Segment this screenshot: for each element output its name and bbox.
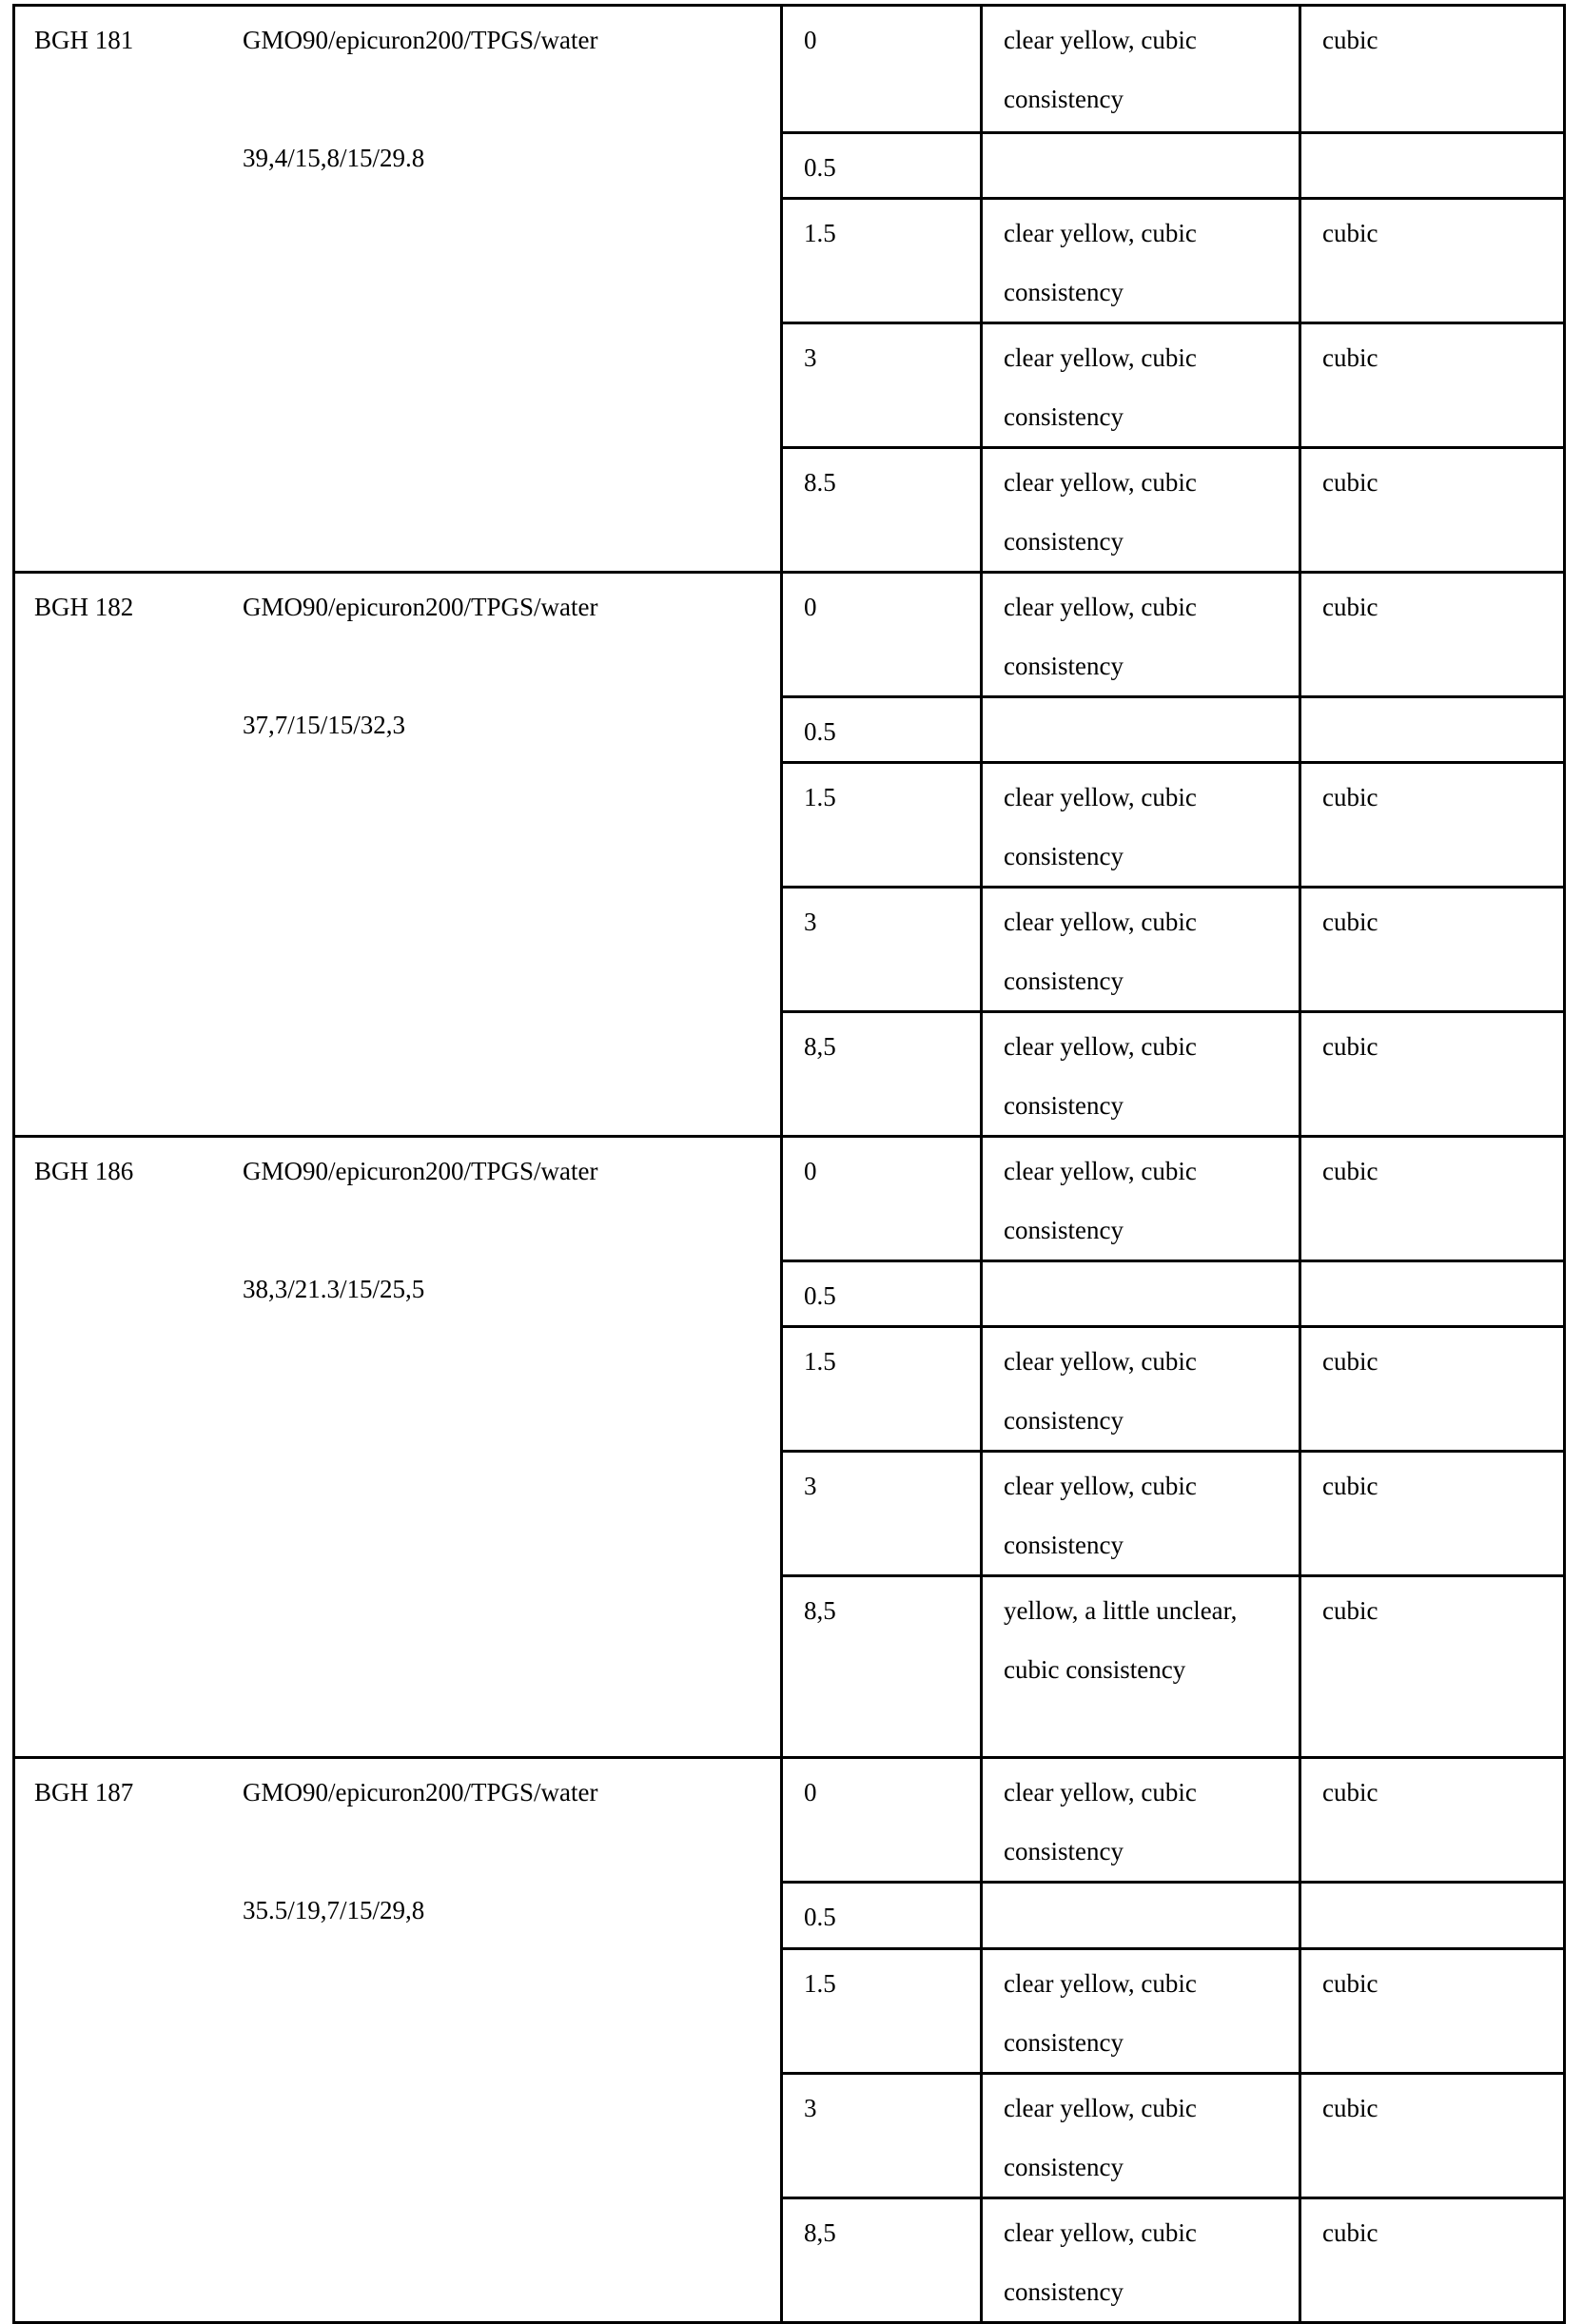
appearance-cell-text: clear yellow, cubic consistency	[1004, 453, 1289, 571]
time-cell	[782, 1012, 982, 1137]
time-cell-text: 8,5	[804, 1017, 970, 1076]
time-cell	[782, 2074, 982, 2198]
appearance-cell-text: clear yellow, cubic consistency	[1004, 768, 1289, 886]
phase-cell	[1300, 1261, 1565, 1327]
phase-cell	[1300, 1758, 1565, 1883]
phase-cell	[1300, 1883, 1565, 1949]
appearance-cell	[982, 1261, 1300, 1327]
composition-text: GMO90/epicuron200/TPGS/water	[243, 1763, 771, 1822]
phase-cell-text: cubic	[1322, 577, 1554, 636]
time-cell-text: 0.5	[804, 702, 970, 761]
appearance-cell-text: clear yellow, cubic consistency	[1004, 2203, 1289, 2321]
phase-cell	[1300, 1949, 1565, 2074]
appearance-cell-text: clear yellow, cubic consistency	[1004, 328, 1289, 446]
phase-cell-text: cubic	[1322, 1763, 1554, 1822]
appearance-cell	[982, 199, 1300, 323]
phase-cell	[1300, 888, 1565, 1012]
time-cell-text: 0	[804, 1142, 970, 1201]
sample-id-text: BGH 182	[34, 577, 229, 636]
appearance-cell-text: clear yellow, cubic consistency	[1004, 10, 1289, 128]
appearance-cell-text: clear yellow, cubic consistency	[1004, 204, 1289, 322]
table-body	[14, 6, 1565, 2323]
time-cell	[782, 573, 982, 697]
time-cell	[782, 888, 982, 1012]
sample-id	[14, 573, 240, 1137]
appearance-cell	[982, 1949, 1300, 2074]
appearance-cell	[982, 888, 1300, 1012]
phase-cell-text: cubic	[1322, 1332, 1554, 1391]
phase-cell-text: cubic	[1322, 1142, 1554, 1201]
time-cell-text: 3	[804, 892, 970, 951]
phase-cell	[1300, 133, 1565, 199]
sample-id	[14, 1758, 240, 2323]
composition-ratio: 38,3/21.3/15/25,5	[243, 1260, 771, 1318]
composition	[239, 6, 782, 573]
time-cell-text: 8,5	[804, 1581, 970, 1640]
time-cell	[782, 1137, 982, 1261]
phase-cell	[1300, 2074, 1565, 2198]
sample-id	[14, 1137, 240, 1758]
time-cell	[782, 323, 982, 448]
phase-cell-text: cubic	[1322, 453, 1554, 512]
appearance-cell	[982, 1576, 1300, 1758]
time-cell-text: 1.5	[804, 1332, 970, 1391]
appearance-cell	[982, 2198, 1300, 2323]
phase-cell-text: cubic	[1322, 328, 1554, 387]
phase-cell-text: cubic	[1322, 2203, 1554, 2262]
composition-ratio: 37,7/15/15/32,3	[243, 695, 771, 754]
phase-cell	[1300, 1452, 1565, 1576]
appearance-cell-text: clear yellow, cubic consistency	[1004, 1763, 1289, 1881]
appearance-cell	[982, 2074, 1300, 2198]
time-cell-text: 1.5	[804, 768, 970, 827]
time-cell-text: 3	[804, 2079, 970, 2138]
time-cell	[782, 1452, 982, 1576]
time-cell-text: 0.5	[804, 1266, 970, 1325]
appearance-cell	[982, 323, 1300, 448]
phase-cell	[1300, 573, 1565, 697]
composition-text: GMO90/epicuron200/TPGS/water	[243, 10, 771, 69]
appearance-cell	[982, 1137, 1300, 1261]
time-cell-text: 0	[804, 1763, 970, 1822]
phase-cell-text: cubic	[1322, 204, 1554, 263]
phase-cell	[1300, 1576, 1565, 1758]
time-cell	[782, 133, 982, 199]
time-cell	[782, 6, 982, 133]
appearance-cell	[982, 1012, 1300, 1137]
composition-text: GMO90/epicuron200/TPGS/water	[243, 1142, 771, 1201]
phase-cell-text: cubic	[1322, 10, 1554, 69]
appearance-cell-text: clear yellow, cubic consistency	[1004, 892, 1289, 1010]
phase-cell	[1300, 1137, 1565, 1261]
sample-id	[14, 6, 240, 573]
time-cell	[782, 448, 982, 573]
time-cell-text: 8,5	[804, 2203, 970, 2262]
time-cell	[782, 1576, 982, 1758]
phase-cell	[1300, 448, 1565, 573]
phase-cell	[1300, 697, 1565, 763]
sample-id-text: BGH 187	[34, 1763, 229, 1822]
sample-id-text: BGH 186	[34, 1142, 229, 1201]
phase-cell	[1300, 199, 1565, 323]
phase-cell	[1300, 1327, 1565, 1452]
phase-cell-text: cubic	[1322, 768, 1554, 827]
appearance-cell	[982, 1327, 1300, 1452]
time-cell-text: 0.5	[804, 138, 970, 197]
appearance-cell-text: clear yellow, cubic consistency	[1004, 577, 1289, 695]
composition-ratio: 39,4/15,8/15/29.8	[243, 128, 771, 187]
time-cell-text: 0	[804, 577, 970, 636]
appearance-cell-text: clear yellow, cubic consistency	[1004, 1954, 1289, 2072]
phase-cell	[1300, 323, 1565, 448]
time-cell-text: 1.5	[804, 1954, 970, 2013]
appearance-cell	[982, 1883, 1300, 1949]
composition	[239, 1137, 782, 1758]
phase-cell	[1300, 1012, 1565, 1137]
appearance-cell	[982, 1452, 1300, 1576]
table-row	[14, 6, 1565, 133]
phase-cell-text: cubic	[1322, 1017, 1554, 1076]
time-cell	[782, 2198, 982, 2323]
phase-cell	[1300, 6, 1565, 133]
appearance-cell-text: clear yellow, cubic consistency	[1004, 1456, 1289, 1574]
appearance-cell-text: clear yellow, cubic consistency	[1004, 1142, 1289, 1260]
appearance-cell	[982, 1758, 1300, 1883]
composition	[239, 1758, 782, 2323]
time-cell-text: 0	[804, 10, 970, 69]
composition	[239, 573, 782, 1137]
phase-cell	[1300, 763, 1565, 888]
appearance-cell	[982, 448, 1300, 573]
time-cell-text: 0.5	[804, 1887, 970, 1946]
appearance-cell	[982, 697, 1300, 763]
appearance-cell-text: yellow, a little unclear, cubic consistency	[1004, 1581, 1289, 1699]
time-cell	[782, 1949, 982, 2074]
phase-cell-text: cubic	[1322, 1581, 1554, 1640]
time-cell	[782, 1261, 982, 1327]
table-row	[14, 573, 1565, 697]
sample-id-text: BGH 181	[34, 10, 229, 69]
table-row	[14, 1137, 1565, 1261]
time-cell-text: 8.5	[804, 453, 970, 512]
time-cell	[782, 1883, 982, 1949]
phase-cell	[1300, 2198, 1565, 2323]
time-cell	[782, 1327, 982, 1452]
time-cell-text: 3	[804, 1456, 970, 1515]
appearance-cell-text: clear yellow, cubic consistency	[1004, 1332, 1289, 1450]
phase-cell-text: cubic	[1322, 2079, 1554, 2138]
composition-text: GMO90/epicuron200/TPGS/water	[243, 577, 771, 636]
time-cell-text: 3	[804, 328, 970, 387]
appearance-cell	[982, 6, 1300, 133]
time-cell	[782, 697, 982, 763]
composition-ratio: 35.5/19,7/15/29,8	[243, 1881, 771, 1940]
phase-cell-text: cubic	[1322, 892, 1554, 951]
table-row	[14, 1758, 1565, 1883]
appearance-cell	[982, 133, 1300, 199]
time-cell	[782, 763, 982, 888]
time-cell-text: 1.5	[804, 204, 970, 263]
phase-cell-text: cubic	[1322, 1456, 1554, 1515]
phase-cell-text: cubic	[1322, 1954, 1554, 2013]
appearance-cell-text: clear yellow, cubic consistency	[1004, 1017, 1289, 1135]
stability-table	[12, 4, 1566, 2324]
appearance-cell-text: clear yellow, cubic consistency	[1004, 2079, 1289, 2197]
time-cell	[782, 1758, 982, 1883]
appearance-cell	[982, 763, 1300, 888]
time-cell	[782, 199, 982, 323]
appearance-cell	[982, 573, 1300, 697]
